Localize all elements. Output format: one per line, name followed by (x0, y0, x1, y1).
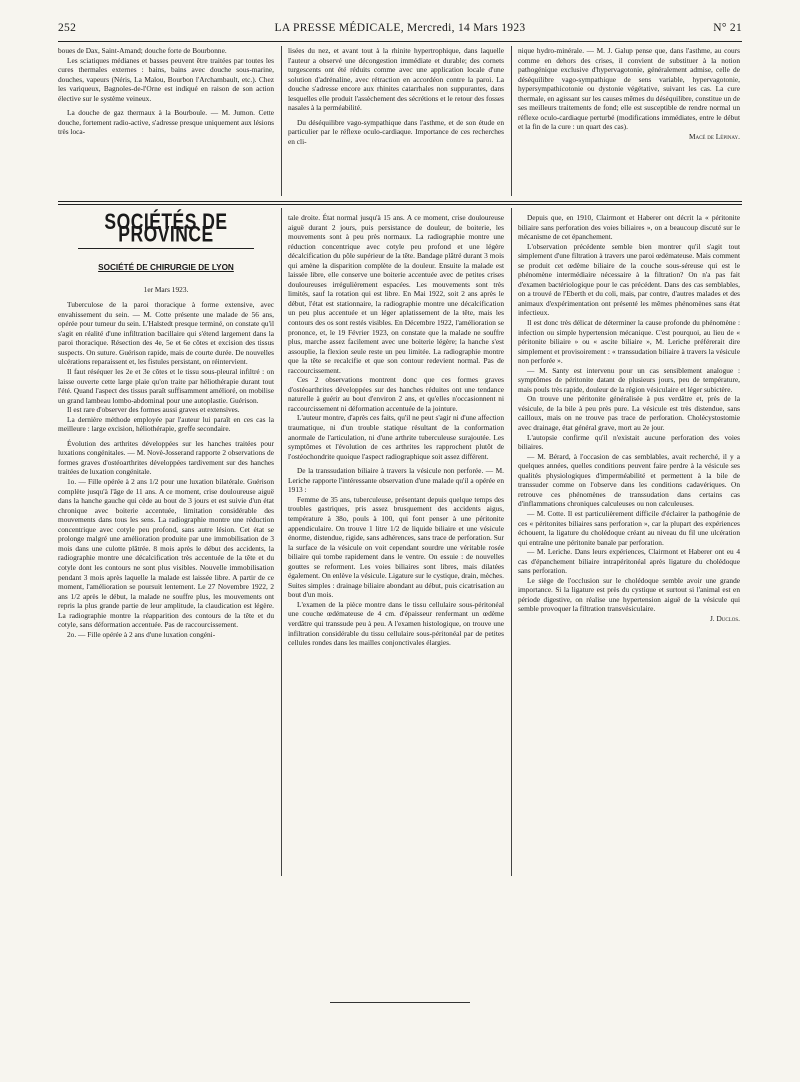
paragraph: lisées du nez, et avant tout à la rhinite hypertrophique, dans laquelle l'auteur a observé une décongestion immédiate et durable; des cornets turgescents ont été réduits comme avec une application locale d'une solution d'adrénaline, avec rétraction en accordéon contre la paroi. La douche s'adresse encore aux rhinites catarrhales non suppurantes, dans lesquelles elle produit l'assèchement des sécrétions et le retour des fosses nasales à la perméabilité. (288, 46, 504, 113)
paragraph: Il faut réséquer les 2e et 3e côtes et le tissu sous-pleural infiltré : on laisse ouverte cette large plaie qu'on traite par héliothérapie durant tout l'été. Quand l'aspect des tissus paraît suffisamment amélioré, on mobilise un grand lambeau lombo-abdominal pour une autoplastie. Guérison. (58, 367, 274, 405)
page-header (58, 22, 742, 40)
paragraph: Depuis que, en 1910, Clairmont et Haberer ont décrit la « péritonite biliaire sans perforation des voies biliaires », on a beaucoup discuté sur le mécanisme de cet épanchement. (518, 213, 740, 242)
paragraph: L'examen de la pièce montre dans le tissu cellulaire sous-péritonéal une couche œdémateuse de 4 cm. d'épaisseur renfermant un œdème verdâtre qui transsude peu à peu. A l'examen histologique, on trouve une infiltration considérable du tissu cellulaire sous-péritonéal par de petites cellules rondes dans les mailles conjonctivales élargies. (288, 599, 504, 648)
paragraph: — M. Cotte. Il est particulièrement difficile d'éclairer la pathogénie de ces « péritonites biliaires sans perforation », car la plupart des expériences échouent, la ligature du cholédoque créant au niveau du fil une ulcération qui entraîne une péritonite banale par perforation. (518, 508, 740, 547)
end-rule (330, 1002, 470, 1003)
column-divider (281, 46, 282, 196)
paragraph: nique hydro-minérale. — M. J. Galup pense que, dans l'asthme, au cours comme en dehors des crises, il convient de substituer à la notion pathogénique exclusive d'hypervagotonie, généralement admise, celle de déséquilibre vago-sympathique de sens variable, hypervagotonie, hypersympathicotonie ou dystonie végétative, suivant les cas. La cure thermale, en agissant sur les causes mêmes du déséquilibre, constitue un de ses meilleurs traitements de fond; elle est susceptible de rendre normal un réflexe oculo-cardiaque perturbé (modifications immédiates, entre le début et la fin de la cure : un quart des cas). (518, 46, 740, 132)
signature: Macé de Lépinay. (688, 131, 740, 141)
top-column-3 (518, 46, 740, 141)
paragraph: Les sciatiques médianes et basses peuvent être traitées par toutes les cures thermales externes : bains, bains avec douche sous-marine, douches, vapeurs (Néris, La Malou, Bourbon l'Archambault, etc.). Chez les variqueux, Bagnoles-de-l'Orne est indiqué en raison de son action élective sur le système veineux. (58, 55, 274, 103)
paragraph: Ces 2 observations montrent donc que ces formes graves d'ostéoarthrites développées sur des hanches réduites ont une tendance naturelle à guérir au bout d'environ 2 ans, et qu'elles n'occasionnent ni raccourcissement ni déformation accentuée de la jointure. (288, 375, 504, 413)
section-rule-2 (58, 204, 742, 205)
meeting-date: 1er Mars 1923. (143, 284, 189, 294)
bottom-column-1-body (58, 300, 274, 639)
paragraph: L'auteur montre, d'après ces faits, qu'il ne peut s'agir ni d'une affection traumatique, ni d'un trouble statique résultant de la conformation anormale de l'articulation, ni d'une arthrite tuberculeuse surajoutée. Les symptômes et l'évolution de ces arthrites les rapprochent plutôt de l'ostéochondrite quoique l'aspect radiographique soit assez différent. (288, 413, 504, 461)
paragraph: 2o. — Fille opérée à 2 ans d'une luxation congéni- (67, 629, 216, 639)
society-title: SOCIÉTÉ DE CHIRURGIE DE LYON (98, 263, 234, 273)
section-title-rule (78, 248, 254, 249)
paragraph: boues de Dax, Saint-Amand; douche forte de Bourbonne. (58, 46, 227, 55)
paragraph: La douche de gaz thermaux à la Bourboule. — M. Jumon. Cette douche, fortement radio-active, s'adresse presque uniquement aux lésions très loca- (58, 108, 274, 137)
column-divider (511, 46, 512, 196)
paragraph: Évolution des arthrites développées sur les hanches traitées pour luxations congénitales. — M. Novè-Josserand rapporte 2 observations de formes graves d'ostéoarthrites développées tardivement sur des hanches traitées de luxation congénitale. (58, 438, 274, 477)
column-divider (281, 208, 282, 876)
paragraph: La dernière méthode employée par l'auteur lui paraît en ces cas la meilleure : large excision, héliothérapie, greffe secondaire. (58, 414, 274, 434)
paragraph: Tuberculose de la paroi thoracique à forme extensive, avec envahissement du sein. — M. Cotte présente une malade de 56 ans, opérée pour tumeur du sein. L'Halstedt presque terminé, on constate qu'il s'agit en réalité d'une infiltration bacillaire qui s'étend largement dans la paroi thoracique. Résection des 4e, 5e et 6e côtes et excision des tissus suspects. On suture. Guérison rapide, mais de courte durée. De nouvelles ulcérations reparaissent et, les fistules persistant, on réintervient. (58, 300, 274, 367)
bottom-column-1 (58, 209, 274, 639)
top-column-2 (288, 46, 504, 146)
paragraph: Il est donc très délicat de déterminer la cause profonde du phénomène : infection ou simple hypertension mécanique. C'est pourquoi, au lieu de « péritonite biliaire » ou « ascite biliaire », M. Leriche préférerait dire simplement et provisoirement : « transsudation biliaire à travers la vésicule non perforée ». (518, 318, 740, 366)
paragraph: — M. Leriche. Dans leurs expériences, Clairmont et Haberer ont eu 4 cas d'épanchement biliaire intrapéritonéal après ligature du cholédoque sans perforation. (518, 547, 740, 576)
section-title: SOCIÉTÉS DE PROVINCE (104, 209, 228, 247)
bottom-column-3 (518, 213, 740, 624)
paragraph: L'observation précédente semble bien montrer qu'il s'agit tout simplement d'une filtration à travers une paroi œdémateuse. Mais comment se produit cet œdème biliaire de la couche sous-séreuse qui est le phénomène intermédiaire nécessaire à la filtration? On n'a pas fait d'examen bactériologique pour le cas précédent. Dans des cas semblables, on a trouvé de l'Eberth et du coli, mais, par contre, d'autres malades et des animaux d'expérimentation ont présenté les mêmes phénomènes sans état infectieux. (518, 241, 740, 318)
paragraph: Femme de 35 ans, tuberculeuse, présentant depuis quelque temps des troubles gastriques, pris assez brusquement des accidents aigus, température à 38o, pouls à 100, qui font penser à une péritonite appendiculaire. On trouve 1 litre 1/2 de liquide biliaire et une vésicule énorme, distendue, rigide, sans adhérences, sans trace de perforation. Sur la surface de la vésicule on voit cependant sourdre une véritable rosée biliaire qui tombe rapidement dans le ventre. On essuie : de nouvelles gouttes se reforment. Les voies biliaires sont libres, mais dilatées également. On enlève la vésicule. Ligature sur le cystique, drain, mèches. Suites simples : drainage biliaire abondant au début, puis cicatrisation au bout d'un mois. (288, 494, 504, 600)
paragraph: De la transsudation biliaire à travers la vésicule non perforée. — M. Leriche rapporte l'intéressante observation d'une malade qu'il a opérée en 1913 : (288, 466, 504, 495)
bottom-column-2 (288, 213, 504, 648)
paragraph: On trouve une péritonite généralisée à pus verdâtre et, près de la vésicule, de la bile à peu près pure. La vésicule est très distendue, sans cailloux, mais on ne trouve pas trace de perforation. Cholécystostomie avec drainage, état général grave, mort au 2e jour. (518, 394, 740, 433)
column-divider (511, 208, 512, 876)
signature: J. Duclos. (709, 613, 740, 623)
paragraph: tale droite. État normal jusqu'à 15 ans. A ce moment, crise douloureuse aiguë durant 2 jours, puis persistance de douleur, de boiterie, les mouvements sont à peu près normaux. La radiographie montre une réduction concentrique avec cotyle peu profond et une légère décalcification du pôle supérieur de la tête. Bandage plâtré durant 3 mois qui amène la disparition complète de la douleur. Ensuite la malade est laissée libre, elle conserve une boiterie accentuée avec de petites crises douloureuses irrégulièrement espacées. Les mouvements sont très limités, sauf la rotation qui est libre. En Mai 1922, soit 2 ans après le début, l'état est stationnaire, la radiographie montre une décalcification un peu plus accentuée et un léger aplatissement de la tête, mais les contours des os sont restés visibles. En Décembre 1922, l'amélioration se prononce, et, le 19 Février 1923, on constate que la malade ne souffre plus, marche assez facilement avec une boiterie légère; la hanche s'est assouplie, la flexion seule reste un peu limitée. La radiographie montre que la tête se recalcifie et que son contour redevient normal. Pas de raccourcissement. (288, 213, 504, 375)
paragraph: L'autopsie confirme qu'il n'existait aucune perforation des voies biliaires. (518, 432, 740, 452)
page-number: 252 (58, 22, 77, 34)
paragraph: Du déséquilibre vago-sympathique dans l'asthme, et de son étude en particulier par le réflexe oculo-cardiaque. Importance de ces recherches en cli- (288, 117, 504, 146)
issue-number: N° 21 (713, 22, 742, 34)
paragraph: — M. Bérard, à l'occasion de cas semblables, avait recherché, il y a quelques années, quelles conditions peuvent faire perdre à la vésicule ses qualités physiologiques d'imperméabilité et permettent à la bile de transsuder comme on l'observe dans les conditions cadavériques. On retrouve ces phénomènes de transsudation dans certains cas d'inflammations chroniques calculeuses ou non calculeuses. (518, 451, 740, 509)
paragraph: 1o. — Fille opérée à 2 ans 1/2 pour une luxation bilatérale. Guérison complète jusqu'à l'âge de 11 ans. A ce moment, crise douloureuse aiguë dans la hanche gauche qui cède au bout de 3 jours et est suivie d'un état chronique avec boiterie accentuée, limitation considérable des mouvements dans tous les sens. La radiographie montre une réduction concentrique avec cotyle peu profond, sans autre lésion. Cet état se prolonge malgré une amélioration produite par une immobilisation de 3 mois dans une culotte plâtrée. 8 mois après le début des accidents, la radiographie montre une décalcification très accentuée de la tête et du cotyle dont les contours ne sont plus visibles. Nouvelle immobilisation pendant 3 mois après laquelle la malade est laissée libre. A partir de ce moment, l'amélioration se poursuit lentement. Le 27 Novembre 1922, 2 ans 1/2 après le début, la malade ne souffre plus, les mouvements ont repris la plus grande partie de leur amplitude, la claudication est légère. La radiographie montre la réapparition des contours de la tête et du cotyle, sans déformation accentuée. Pas de raccourcissement. (58, 477, 274, 630)
header-rule (58, 41, 742, 42)
paragraph: — M. Santy est intervenu pour un cas sensiblement analogue : symptômes de péritonite datant de plusieurs jours, peu de température, mais pouls très rapide, douleur de la région vésiculaire et léger subictère. (518, 365, 740, 394)
top-column-1 (58, 46, 274, 137)
paragraph: Il est rare d'observer des formes aussi graves et extensives. (67, 405, 240, 415)
journal-title: LA PRESSE MÉDICALE, Mercredi, 14 Mars 1923 (274, 22, 526, 34)
section-rule-1 (58, 201, 742, 202)
paragraph: Le siège de l'occlusion sur le cholédoque semble avoir une grande importance. Si la ligature est près du cystique et surtout si l'animal est en période digestive, on réalise une hypertension aiguë de la vésicule qui semble provoquer la filtration transvésiculaire. (518, 575, 740, 614)
